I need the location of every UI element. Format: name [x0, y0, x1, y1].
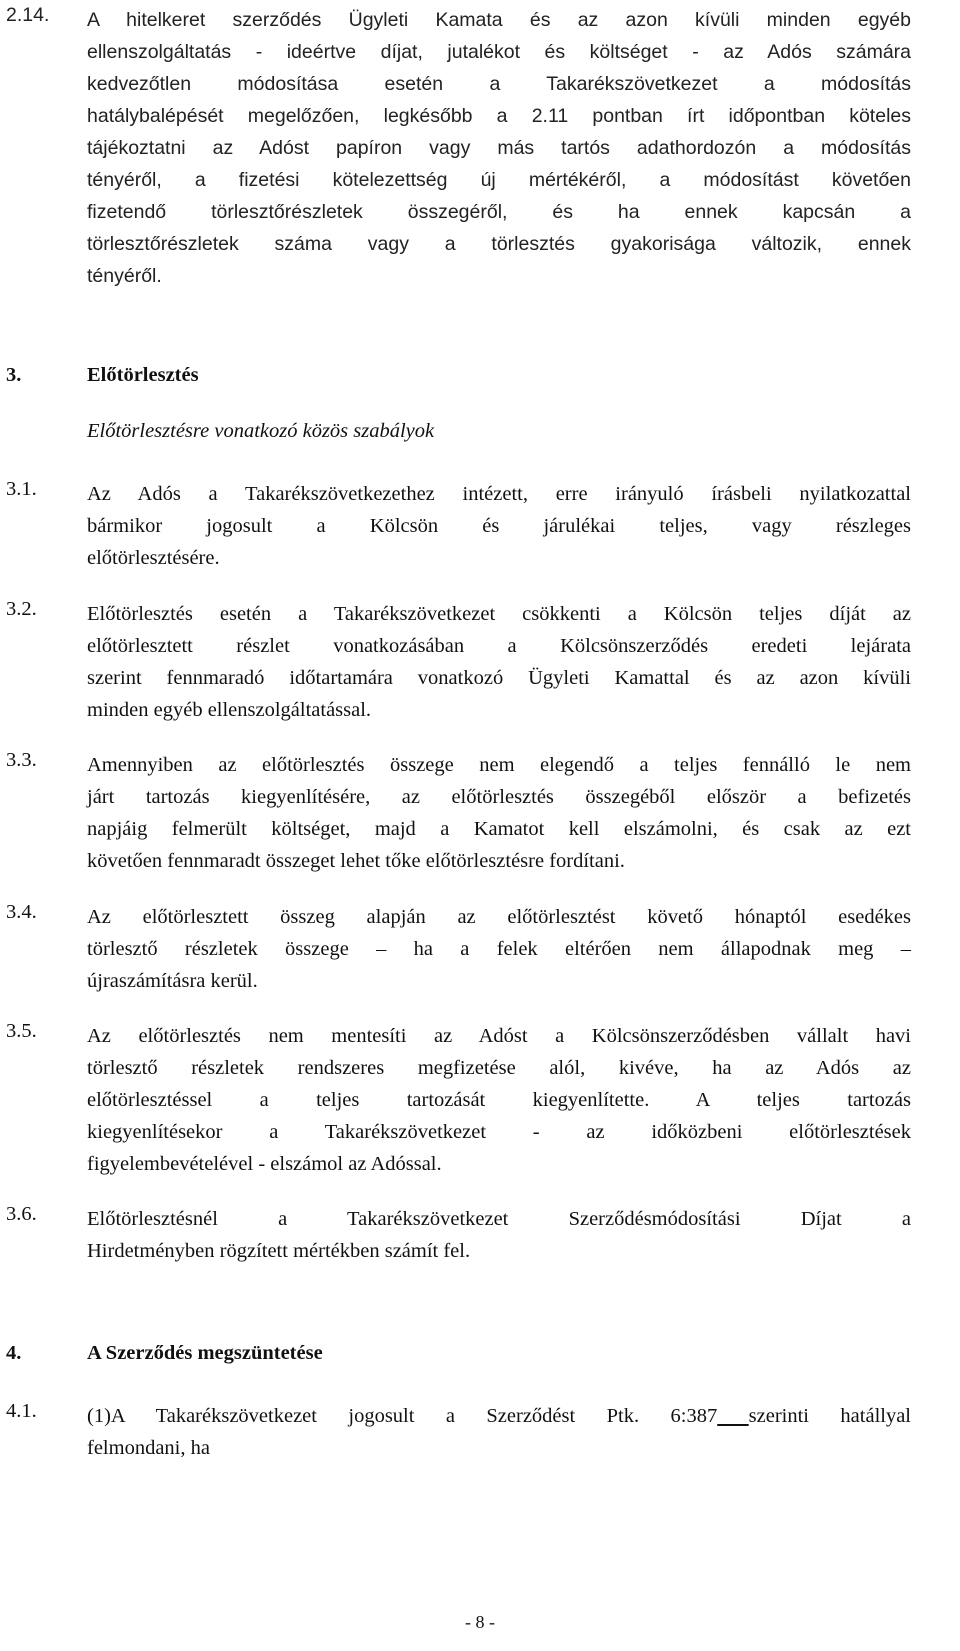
paragraph-text — [87, 1203, 911, 1267]
page-number: - 8 - — [465, 1612, 495, 1632]
text-line: Előtörlesztés esetén a Takarékszövetkezet csökkenti a Kölcsön teljes díját az — [87, 603, 911, 625]
text-line: kiegyenlítésekor a Takarékszövetkezet - az időközbeni előtörlesztések — [87, 1121, 911, 1143]
text-segment: (1)A Takarékszövetkezet jogosult a Szerződést Ptk. 6:387 — [87, 1405, 718, 1427]
text-line: követően fennmaradt összeget lehet tőke előtörlesztésre fordítani. — [87, 850, 625, 872]
paragraph-number: 3.6. — [6, 1203, 37, 1225]
text-line: minden egyéb ellenszolgáltatással. — [87, 699, 372, 721]
text-line: újraszámításra kerül. — [87, 970, 258, 992]
text-line: kedvezőtlen módosítása esetén a Takarékszövetkezet a módosítás — [87, 73, 911, 95]
paragraph-number: 4.1. — [6, 1400, 37, 1422]
text-line: Az előtörlesztett összeg alapján az előtörlesztést követő hónaptól esedékes — [87, 906, 911, 928]
paragraph-text — [87, 901, 911, 997]
text-line: törlesztő részletek összege – ha a felek eltérően nem állapodnak meg – — [87, 938, 911, 960]
paragraph-number: 3.5. — [6, 1020, 37, 1042]
paragraph-text — [87, 598, 911, 726]
text-line: tényéről, a fizetési kötelezettség új mértékéről, a módosítást követően — [87, 169, 911, 191]
text-line: Az Adós a Takarékszövetkezethez intézett, erre irányuló írásbeli nyilatkozattal — [87, 483, 911, 505]
text-line: tényéről. — [87, 265, 162, 287]
text-line: előtörlesztéssel a teljes tartozását kiegyenlítette. A teljes tartozás — [87, 1089, 911, 1111]
section-number: 3. — [6, 364, 22, 386]
underlined-gap — [717, 1405, 748, 1427]
section-number: 4. — [6, 1342, 22, 1364]
text-line: Hirdetményben rögzített mértékben számít fel. — [87, 1240, 471, 1262]
text-line: hatálybalépését megelőzően, legkésőbb a 2.11 pontban írt időpontban köteles — [87, 105, 911, 127]
text-line: A hitelkeret szerződés Ügyleti Kamata és az azon kívüli minden egyéb — [87, 9, 911, 31]
section-title: Előtörlesztés — [87, 364, 199, 386]
text-line: ellenszolgáltatás - ideértve díjat, jutalékot és költséget - az Adós számára — [87, 41, 911, 63]
text-line: Előtörlesztésnél a Takarékszövetkezet Szerződésmódosítási Díjat a — [87, 1208, 911, 1230]
paragraph-number: 3.3. — [6, 749, 37, 771]
paragraph-text — [87, 478, 911, 574]
text-line: bármikor jogosult a Kölcsön és járulékai teljes, vagy részleges — [87, 515, 911, 537]
text-line: törlesztő részletek rendszeres megfizetése alól, kivéve, ha az Adós az — [87, 1057, 911, 1079]
text-segment: szerinti hatállyal — [748, 1405, 911, 1427]
text-line: járt tartozás kiegyenlítésére, az előtörlesztés összegéből először a befizetés — [87, 786, 911, 808]
text-line — [87, 1400, 911, 1432]
text-line: törlesztőrészletek száma vagy a törlesztés gyakorisága változik, ennek — [87, 233, 911, 255]
paragraph-text — [87, 1020, 911, 1180]
text-line: napjáig felmerült költséget, majd a Kamatot kell elszámolni, és csak az ezt — [87, 818, 911, 840]
text-line: tájékoztatni az Adóst papíron vagy más tartós adathordozón a módosítás — [87, 137, 911, 159]
paragraph-number: 3.4. — [6, 901, 37, 923]
text-line: fizetendő törlesztőrészletek összegéről, és ha ennek kapcsán a — [87, 201, 911, 223]
paragraph-text — [87, 749, 911, 877]
section-subtitle: Előtörlesztésre vonatkozó közös szabályok — [87, 420, 435, 442]
paragraph-text — [87, 4, 911, 292]
paragraph-text — [87, 1400, 911, 1464]
section-title: A Szerződés megszüntetése — [87, 1342, 323, 1364]
text-line: felmondani, ha — [87, 1437, 210, 1459]
text-line: Az előtörlesztés nem mentesíti az Adóst a Kölcsönszerződésben vállalt havi — [87, 1025, 911, 1047]
paragraph-number: 3.1. — [6, 478, 37, 500]
text-line: Amennyiben az előtörlesztés összege nem elegendő a teljes fennálló le nem — [87, 754, 911, 776]
text-line: szerint fennmaradó időtartamára vonatkozó Ügyleti Kamattal és az azon kívüli — [87, 667, 911, 689]
text-line: előtörlesztett részlet vonatkozásában a Kölcsönszerződés eredeti lejárata — [87, 635, 911, 657]
text-line: előtörlesztésére. — [87, 547, 220, 569]
text-line: figyelembevételével - elszámol az Adóssal. — [87, 1153, 442, 1175]
paragraph-number: 3.2. — [6, 598, 37, 620]
paragraph-number: 2.14. — [6, 4, 50, 26]
